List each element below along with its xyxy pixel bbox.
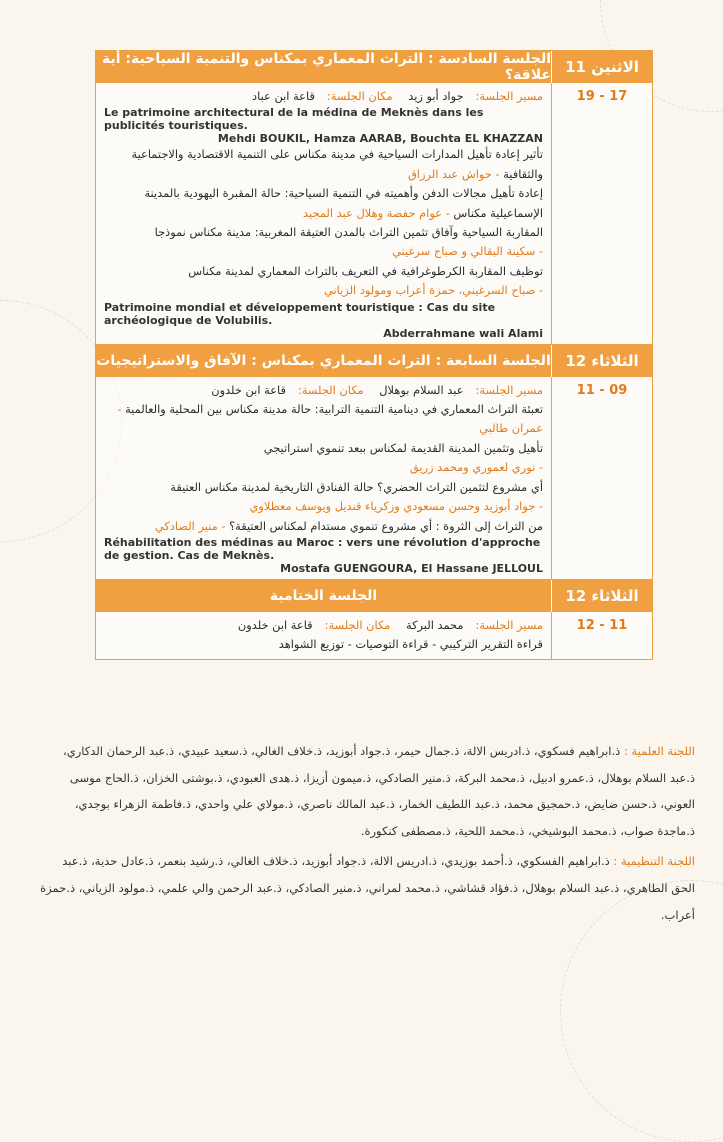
session-time: 11 - 09: [551, 377, 652, 579]
session-title: الجلسة السادسة : التراث المعماري بمكناس والتنمية السياحية: أية علاقة؟: [102, 51, 551, 83]
session-header: [96, 345, 652, 377]
session-day: الثلاثاء 12: [551, 580, 652, 612]
chair-name: جواد أبو زيد: [408, 89, 464, 103]
talk-item: [104, 536, 543, 575]
session-day: الثلاثاء 12: [551, 345, 652, 377]
talk-authors: Mostafa GUENGOURA, El Hassane JELLOUL: [280, 561, 543, 575]
talk-authors: - عمران طالبي: [117, 402, 543, 436]
session-header: [96, 51, 652, 83]
organizing-committee-members: ذ.ابراهيم الفسكوي، ذ.أحمد بوزيدي، ذ.ادريس الالة، ذ.جواد أبوزيد، ذ.خلاف الغالي، ذ.رشيد بنعمر، ذ.عادل حدية، ذ.عبد الحق الطاهري، ذ.عبد السلام بوهلال، ذ.فؤاد قشاشي، ذ.محمد لمراني، ذ.منير الصادكي، ذ.عبد الرحمن والي علمي، ذ.مولود الزياني، ذ.حمزة أعراب.: [40, 854, 695, 922]
session-day: الاثنين 11: [551, 51, 652, 83]
talk-authors: Mehdi BOUKIL, Hamza AARAB, Bouchta EL KHAZZAN: [217, 132, 543, 146]
talk-authors: - حواش عبد الرزاق: [407, 166, 500, 181]
talk-authors: - عوام حفصة وهلال عبد المجيد: [303, 205, 450, 220]
place-label: مكان الجلسة:: [297, 382, 364, 397]
session-title: الجلسة السابعة : التراث المعماري بمكناس : الآفاق والاستراتيجيات: [96, 352, 551, 369]
talk-title: Réhabilitation des médinas au Maroc : vers une révolution d'approche de gestion. Cas de Meknès.: [104, 535, 541, 562]
talk-authors: Abderrahmane wali Alami: [383, 326, 543, 340]
talk-title: تعبئة التراث المعماري في دينامية التنمية الترابية: حالة مدينة مكناس بين المحلية والعالمية: [125, 402, 543, 417]
scientific-committee-label: اللجنة العلمية :: [623, 744, 695, 758]
session-time: 19 - 17: [551, 83, 652, 344]
talk-title: Patrimoine mondial et développement touristique : Cas du site archéologique de Volubilis.: [104, 300, 496, 327]
session-meta: [104, 87, 543, 106]
talk-authors: - نوري لعموري ومحمد زريق: [409, 460, 543, 475]
scientific-committee-members: ذ.ابراهيم فسكوي، ذ.ادريس الالة، ذ.جمال حيمر، ذ.جواد أبوزيد، ذ.خلاف الغالي، ذ.سعيد عبيدي، ذ.عبد الرحمان الدكاري، ذ.عبد السلام بوهلال، ذ.عمرو ادبيل، ذ.محمد البركة، ذ.منير الصادكي، ذ.ميمون أزيزا، ذ.هدى العبودي، ذ.بوشتى الخزان، ذ.الحاج موسى العوني، ذ.حسن ضايض، ذ.حمجيق محمد، ذ.عبد اللطيف الخمار، ذ.عبد المالك ناصري، ذ.مولاي علي واحدي، ذ.فاطمة الزهراء بوجدي، ذ.ماجدة صواب، ذ.محمد البوشيخي، ذ.محمد اللحية، ذ.مصطفى كنكورة.: [62, 744, 695, 838]
talk-authors: - جواد أبوزيد وحسن مسعودي وزكرياء قنديل ويوسف معطلاوي: [249, 499, 543, 514]
talk-title: تأهيل وتثمين المدينة القديمة لمكناس ببعد تنموي استراتيجي: [263, 440, 543, 455]
session-meta: [104, 381, 543, 400]
scientific-committee: [40, 738, 695, 844]
session-body: [96, 83, 652, 345]
talk-item: [104, 400, 543, 439]
session-time: 12 - 11: [551, 612, 652, 659]
session-content: [96, 83, 551, 344]
talk-item: [104, 301, 543, 340]
talk-item: [104, 145, 543, 184]
committees: [40, 738, 695, 928]
talk-title: تأثير إعادة تأهيل المدارات السياحية في مدينة مكناس على التنمية الاقتصادية والاجتماعية والثقافية: [131, 147, 543, 181]
talk-authors: - منير الصادكي: [154, 518, 226, 533]
closing-items: قراءة التقرير التركيبي - قراءة التوصيات - توزيع الشواهد: [278, 637, 543, 652]
organizing-committee: [40, 848, 695, 928]
talk-title: من التراث إلى الثروة : أي مشروع تنموي مستدام لمكناس العتيقة؟: [229, 518, 543, 533]
place-name: قاعة ابن عباد: [252, 89, 315, 103]
chair-name: محمد البركة: [405, 617, 464, 632]
talk-item: [104, 439, 543, 478]
session-content: [96, 377, 551, 579]
talk-title: توظيف المقاربة الكرطوغرافية في التعريف بالتراث المعماري لمدينة مكناس: [188, 263, 543, 278]
place-name: قاعة ابن خلدون: [211, 382, 286, 397]
chair-label: مسير الجلسة:: [475, 617, 543, 632]
chair-label: مسير الجلسة:: [475, 382, 543, 397]
session-header: [96, 580, 652, 612]
session-title: الجلسة الختامية: [269, 587, 378, 604]
talk-title: Le patrimoine architectural de la médina de Meknès dans les publicités touristiques.: [104, 106, 484, 133]
organizing-committee-label: اللجنة التنظيمية :: [613, 854, 695, 869]
program-table: [95, 50, 653, 660]
talk-item: [104, 262, 543, 301]
session-content: [96, 612, 551, 659]
talk-item: [104, 184, 543, 223]
talk-title: أي مشروع لتثمين التراث الحضري؟ حالة الفنادق التاريخية لمدينة مكناس العتيقة: [170, 479, 543, 494]
place-label: مكان الجلسة:: [326, 89, 393, 103]
talk-title: إعادة تأهيل مجالات الدفن وأهميته في التنمية السياحية: حالة المقبرة اليهودية بالمدينة الإسماعيلية مكناس: [144, 186, 543, 220]
talk-authors: - سكينة البقالي و صباح سرغيني: [392, 244, 543, 259]
talk-item: [104, 106, 543, 145]
talk-authors: - صباح السرغيني، حمزة أعراب ومولود الزياني: [323, 283, 543, 298]
session-meta: [104, 616, 543, 635]
talk-item: [104, 478, 543, 517]
place-name: قاعة ابن خلدون: [237, 617, 313, 632]
chair-name: عبد السلام بوهلال: [379, 382, 464, 397]
chair-label: مسير الجلسة:: [475, 89, 543, 103]
place-label: مكان الجلسة:: [324, 617, 391, 632]
session-body: [96, 612, 652, 659]
talk-item: [104, 517, 543, 536]
talk-title: المقاربة السياحية وآفاق تثمين التراث بالمدن العتيقة المغربية: مدينة مكناس نموذجا: [154, 225, 543, 240]
session-body: [96, 377, 652, 580]
talk-item: [104, 223, 543, 262]
